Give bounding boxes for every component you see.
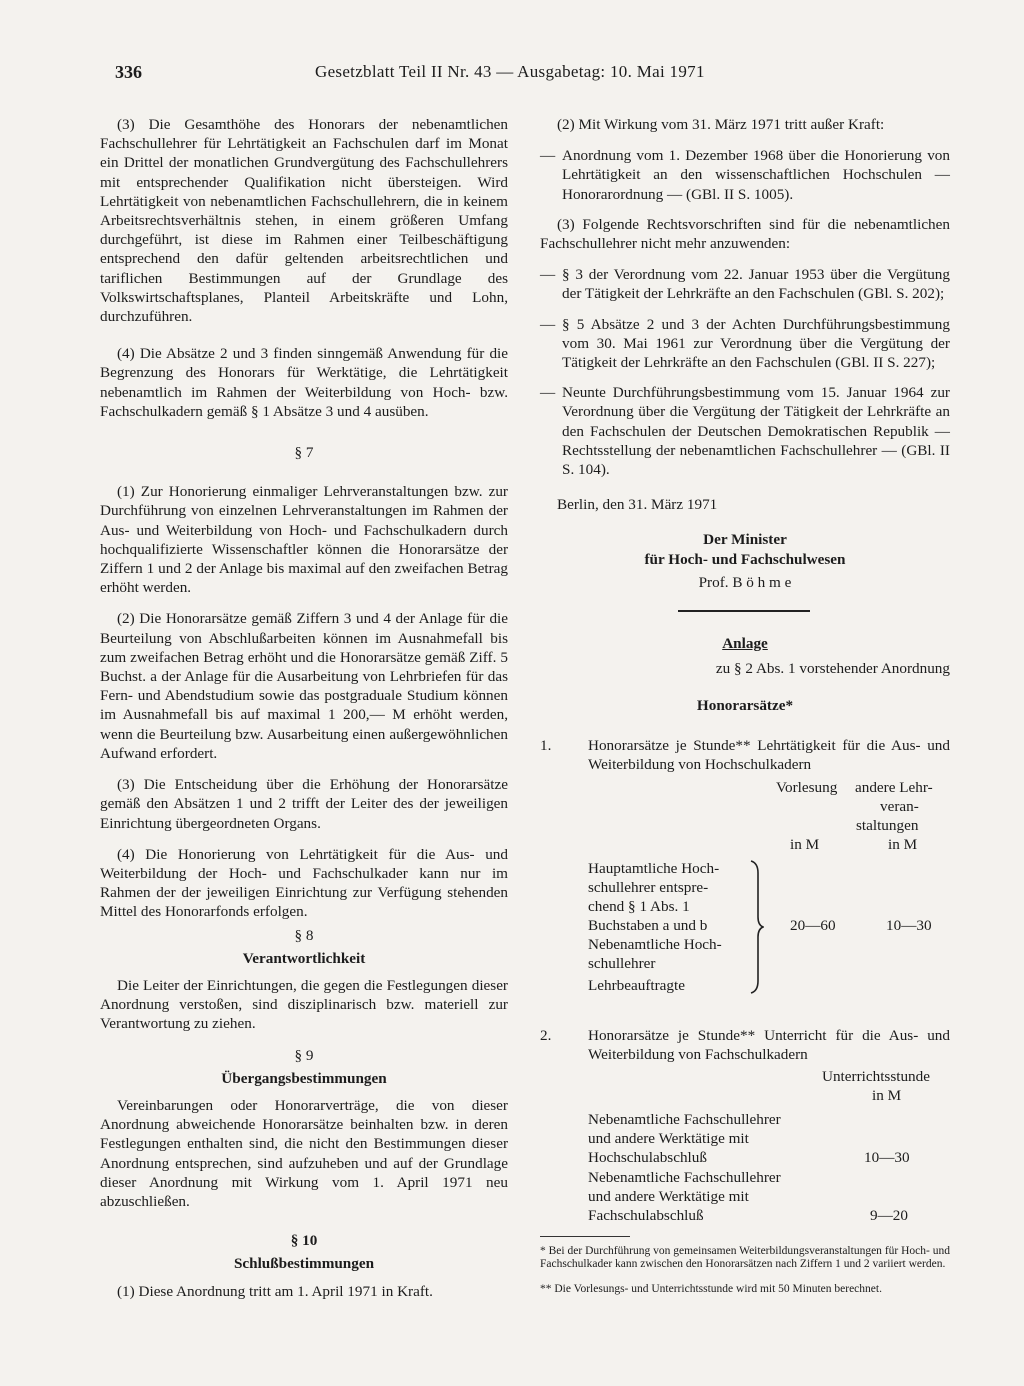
- section-title: Verantwortlichkeit: [242, 949, 366, 967]
- row-label: Fachschulabschluß: [588, 1206, 704, 1224]
- list-item-text: § 5 Absätze 2 und 3 der Achten Durchführungsbestimmung vom 30. Mai 1961 zur Verordnung über die Vergütung der Tätigkeit der Lehrkräfte an den Fachschulen (GBl. II S. 227);: [562, 315, 950, 372]
- row-label: schullehrer entspre-: [588, 878, 709, 896]
- paragraph: Die Leiter der Einrichtungen, die gegen die Festlegungen dieser Anordnung verstoßen, sind disziplinarisch bzw. materiell zur Verantwortung zu ziehen.: [100, 976, 508, 1033]
- column-header: andere Lehr-: [855, 778, 933, 796]
- signature-name: Prof. B ö h m e: [698, 573, 792, 591]
- paragraph: (3) Die Gesamthöhe des Honorars der nebenamtlichen Fachschullehrer für Lehrtätigkeit an Fachschulen darf im Monat ein Drittel der monatlichen Grundvergütung des Fachschullehrers mit entsprechender Qualifikation nicht übersteigen. Wird Lehrtätigkeit von nebenamtlichen Fachschullehrern, die in keinem Arbeitsrechtsverhältnis stehen, in einem größeren Umfang durchgeführt, ist diese im Rahmen einer Teilbeschäftigung entsprechend den dafür geltenden arbeitsrechtlichen und tariflichen Bestimmungen auf der Grundlage des Volkswirtschaftsplanes, Planteil Arbeitskräfte und Lohn, durchzuführen.: [100, 116, 508, 326]
- footnote: * Bei der Durchführung von gemeinsamen Weiterbildungsveranstaltungen für Hoch- und Fachschulkader kann zwischen den Honorarsätzen nach Ziffern 1 und 2 variiert werden.: [540, 1244, 950, 1270]
- column-unit: in M: [790, 835, 820, 853]
- fee-table-2: [540, 1026, 950, 1224]
- table-title: Honorarsätze je Stunde** Unterricht für die Aus- und Weiterbildung von Fachschulkadern: [588, 1026, 950, 1063]
- dash-marker: —: [540, 384, 556, 402]
- signature-title: Der Minister: [703, 531, 787, 549]
- dash-marker: —: [540, 266, 556, 284]
- table-title: Honorarsätze je Stunde** Lehrtätigkeit für die Aus- und Weiterbildung von Hochschulkadern: [588, 736, 950, 773]
- list-item: [540, 265, 950, 303]
- section-heading: § 8: [294, 926, 314, 944]
- section-title: Schlußbestimmungen: [233, 1255, 375, 1273]
- list-item: [540, 146, 950, 204]
- list-item-text: § 3 der Verordnung vom 22. Januar 1953 über die Vergütung der Tätigkeit der Lehrkräfte an den Fachschulen (GBl. S. 202);: [562, 266, 950, 303]
- signature-office: für Hoch- und Fachschulwesen: [644, 550, 846, 568]
- dash-marker: —: [540, 147, 556, 165]
- fee-value: 10—30: [886, 916, 932, 934]
- paragraph: (2) Die Honorarsätze gemäß Ziffern 3 und 4 der Anlage für die Beurteilung von Abschlußarbeiten können im Ausnahmefall bis zum zweifachen Betrag erhöht und die Honorarsätze gemäß Ziff. 5 Buchst. a der Anlage für die Ausarbeitung von Lehrbriefen für das Fern- und Abendstudium sowie das postgraduale Studium können im Ausnahmefall bis auf maximal 1 200,— M erhöht werden, wenn die Beurteilung bzw. Ausarbeitung einen außergewöhnlichen Aufwand erfordert.: [100, 610, 508, 762]
- fee-value: 9—20: [870, 1206, 908, 1224]
- fee-table-1: [540, 736, 950, 994]
- list-item: [540, 315, 950, 373]
- section-heading: § 9: [294, 1046, 314, 1064]
- row-label: Lehrbeauftragte: [588, 976, 685, 994]
- column-unit: in M: [888, 835, 918, 853]
- row-label: chend § 1 Abs. 1: [588, 897, 690, 915]
- list-item-text: Neunte Durchführungsbestimmung vom 15. Januar 1964 zur Verordnung über die Vergütung der Tätigkeit der Lehrkräfte an den Fachschulen der Deutschen Demokratischen Republik — Rechtsstellung der nebenamtlichen Fachschullehrer — (GBl. II S. 104).: [562, 384, 950, 479]
- left-column: [100, 115, 508, 1313]
- section-heading: § 7: [294, 444, 314, 462]
- right-column: [540, 115, 950, 1308]
- item-number: 1.: [540, 736, 552, 754]
- row-label: und andere Werktätige mit: [588, 1187, 749, 1205]
- row-label: Buchstaben a und b: [588, 916, 708, 934]
- column-unit: in M: [872, 1086, 902, 1104]
- dash-marker: —: [540, 315, 556, 333]
- paragraph: Vereinbarungen oder Honorarverträge, die von dieser Anordnung abweichende Honorarsätze beinhalten bzw. in deren Festlegungen enthalten sind, die nicht den Bestimmungen dieser Anordnung entsprechen, sind aufzuheben und auf der Grundlage dieser Anordnung mit Wirkung vom 1. April 1971 neu abzuschließen.: [100, 1096, 508, 1210]
- section-heading: § 10: [290, 1232, 318, 1250]
- list-item-text: Anordnung vom 1. Dezember 1968 über die Honorierung von Lehrtätigkeit an den wissenschaftlichen Hochschulen — Honorarordnung — (GBl. II S. 1005).: [562, 147, 950, 203]
- paragraph: (1) Diese Anordnung tritt am 1. April 1971 in Kraft.: [117, 1282, 433, 1300]
- paragraph: (4) Die Honorierung von Lehrtätigkeit für die Aus- und Weiterbildung der Hoch- und Fachschulkader kann nur im Rahmen der der jeweiligen Einrichtung zur Verfügung stehenden Mittel des Honorarfonds erfolgen.: [100, 845, 508, 921]
- paragraph: (3) Die Entscheidung über die Erhöhung der Honorarsätze gemäß den Absätzen 1 und 2 trifft der Leiter des der jeweiligen Einrichtung übergeordneten Organs.: [100, 776, 508, 832]
- column-header: Unterrichtsstunde: [822, 1067, 930, 1085]
- column-header: staltungen: [856, 816, 919, 834]
- row-label: Nebenamtliche Fachschullehrer: [588, 1110, 781, 1128]
- fee-value: 20—60: [790, 916, 836, 934]
- page-number: 336: [115, 62, 142, 82]
- paragraph: (3) Folgende Rechtsvorschriften sind für die nebenamtlichen Fachschullehrer nicht mehr anzuwenden:: [540, 215, 950, 253]
- row-label: Hauptamtliche Hoch-: [588, 859, 720, 877]
- item-number: 2.: [540, 1026, 552, 1044]
- row-label: schullehrer: [588, 954, 656, 972]
- header-title: Gesetzblatt Teil II Nr. 43 — Ausgabetag: 10. Mai 1971: [315, 62, 705, 81]
- column-header: Vorlesung: [776, 778, 838, 796]
- column-header: veran-: [880, 797, 919, 815]
- section-title: Übergangsbestimmungen: [221, 1069, 387, 1087]
- paragraph: (2) Mit Wirkung vom 31. März 1971 tritt außer Kraft:: [557, 116, 885, 133]
- row-label: Nebenamtliche Fachschullehrer: [588, 1168, 781, 1186]
- fee-value: 10—30: [864, 1148, 910, 1166]
- place-date: Berlin, den 31. März 1971: [557, 496, 718, 514]
- list-item: [540, 383, 950, 479]
- footnote-divider: [540, 1236, 630, 1237]
- row-label: Nebenamtliche Hoch-: [588, 935, 722, 953]
- paragraph: (1) Zur Honorierung einmaliger Lehrveranstaltungen bzw. zur Durchführung von einzelnen Lehrveranstaltungen im Rahmen der Aus- und Weiterbildung von Hoch- und Fachschulkadern durch hochqualifizierte Wissenschaftler können die Honorarsätze der Ziffern 1 und 2 der Anlage bis maximal auf den zweifachen Betrag erhöht werden.: [100, 483, 508, 597]
- annex-heading: Anlage: [722, 635, 768, 653]
- row-label: Hochschulabschluß: [588, 1148, 707, 1166]
- brace-icon: [748, 859, 764, 995]
- footnote: ** Die Vorlesungs- und Unterrichtsstunde wird mit 50 Minuten berechnet.: [540, 1282, 882, 1295]
- divider: [678, 610, 810, 612]
- annex-subtitle: zu § 2 Abs. 1 vorstehender Anordnung: [715, 660, 950, 678]
- paragraph: (4) Die Absätze 2 und 3 finden sinngemäß Anwendung für die Begrenzung des Honorars für Werktätige, die Lehrtätigkeit nebenamtlich im Rahmen der Weiterbildung von Hoch- bzw. Fachschulkadern gemäß § 1 Absätze 3 und 4 ausüben.: [100, 345, 508, 420]
- row-label: und andere Werktätige mit: [588, 1129, 749, 1147]
- annex-title: Honorarsätze*: [696, 697, 794, 715]
